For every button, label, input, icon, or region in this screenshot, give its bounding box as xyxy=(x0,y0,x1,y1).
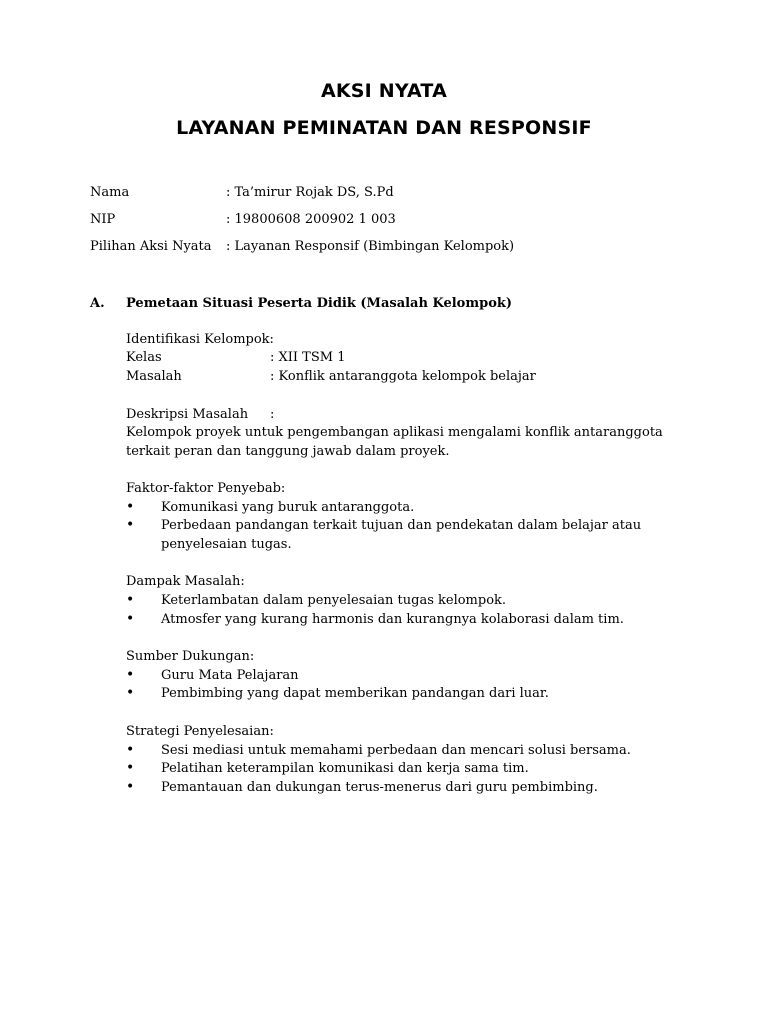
support-item: Pembimbing yang dapat memberikan pandangan dari luar. xyxy=(161,686,549,701)
description-label: Deskripsi Masalah xyxy=(126,407,249,422)
choice-label: Pilihan Aksi Nyata xyxy=(90,239,212,254)
bullet-glyph: • xyxy=(126,611,135,627)
class-label: Kelas xyxy=(126,350,162,365)
impact-label: Dampak Masalah: xyxy=(126,574,245,589)
description-line: Kelompok proyek untuk pengembangan aplikasi mengalami konflik antaranggota xyxy=(126,425,663,440)
section-heading: Pemetaan Situasi Peserta Didik (Masalah Kelompok) xyxy=(126,296,513,311)
section-letter: A. xyxy=(90,296,105,311)
name-value: : Ta’mirur Rojak DS, S.Pd xyxy=(226,185,394,200)
nip-value: : 19800608 200902 1 003 xyxy=(226,212,396,227)
cause-item-continuation: penyelesaian tugas. xyxy=(161,537,292,552)
problem-label: Masalah xyxy=(126,369,182,384)
class-value: : XII TSM 1 xyxy=(270,350,346,365)
identification-label: Identifikasi Kelompok: xyxy=(126,332,274,347)
bullet-glyph: • xyxy=(126,517,135,533)
bullet-glyph: • xyxy=(126,742,135,758)
impact-item: Atmosfer yang kurang harmonis dan kurangnya kolaborasi dalam tim. xyxy=(161,612,624,627)
bullet-glyph: • xyxy=(126,685,135,701)
causes-label: Faktor-faktor Penyebab: xyxy=(126,481,286,496)
cause-item: Komunikasi yang buruk antaranggota. xyxy=(161,500,415,515)
name-label: Nama xyxy=(90,185,130,200)
bullet-glyph: • xyxy=(126,592,135,608)
strategy-item: Pelatihan keterampilan komunikasi dan kerja sama tim. xyxy=(161,761,529,776)
support-item: Guru Mata Pelajaran xyxy=(161,668,299,683)
bullet-glyph: • xyxy=(126,499,135,515)
choice-value: : Layanan Responsif (Bimbingan Kelompok) xyxy=(226,239,515,254)
nip-label: NIP xyxy=(90,212,116,227)
description-line: terkait peran dan tanggung jawab dalam proyek. xyxy=(126,444,450,459)
strategy-label: Strategi Penyelesaian: xyxy=(126,724,274,739)
cause-item: Perbedaan pandangan terkait tujuan dan pendekatan dalam belajar atau xyxy=(161,518,642,533)
strategy-item: Pemantauan dan dukungan terus-menerus dari guru pembimbing. xyxy=(161,780,598,795)
impact-item: Keterlambatan dalam penyelesaian tugas kelompok. xyxy=(161,593,507,608)
description-colon: : xyxy=(270,407,275,422)
bullet-glyph: • xyxy=(126,779,135,795)
bullet-glyph: • xyxy=(126,760,135,776)
problem-value: : Konflik antaranggota kelompok belajar xyxy=(270,369,536,384)
document-title: AKSI NYATA xyxy=(320,80,448,102)
support-label: Sumber Dukungan: xyxy=(126,649,255,664)
strategy-item: Sesi mediasi untuk memahami perbedaan dan mencari solusi bersama. xyxy=(161,743,631,758)
bullet-glyph: • xyxy=(126,667,135,683)
document-subtitle: LAYANAN PEMINATAN DAN RESPONSIF xyxy=(176,117,592,139)
